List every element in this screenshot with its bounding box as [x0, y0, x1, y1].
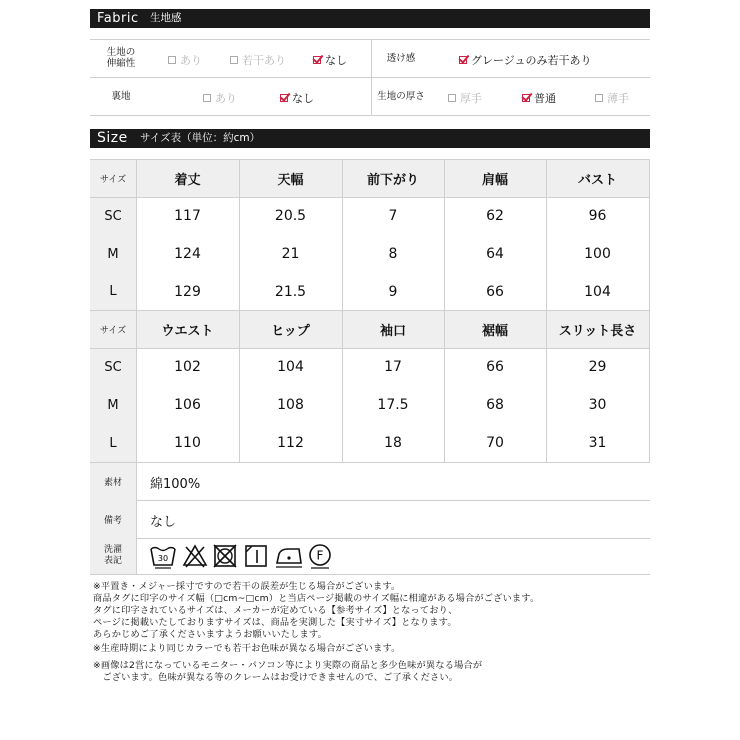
remarks-label: 備考 — [103, 515, 122, 526]
thickness-option-normal: 普通 — [522, 90, 556, 106]
svg-text:30: 30 — [157, 554, 169, 563]
table-cell: 29 — [588, 359, 607, 375]
note-line: ページに掲載いたしておりますサイズは、商品を実測した【実寸サイズ】となります。 — [93, 617, 457, 628]
stretch-label: 生地の 伸縮性 — [106, 47, 136, 69]
table-cell: 104 — [584, 283, 611, 300]
no-bleach-icon — [182, 543, 208, 569]
col-header-cuff: 袖口 — [379, 323, 406, 339]
col-header-hem: 裾幅 — [481, 323, 508, 339]
table-cell: 18 — [384, 435, 402, 451]
thickness-option-thin: 薄手 — [595, 90, 629, 106]
col-header-hip: ヒップ — [271, 323, 310, 339]
wash-30-icon — [149, 543, 177, 569]
table-cell: 100 — [584, 246, 611, 262]
size-subtitle: サイズ表（単位：約cm） — [140, 132, 261, 144]
col-header-bust: バスト — [577, 172, 617, 188]
size-corner-label: サイズ — [99, 174, 127, 185]
row-size-label: M — [107, 397, 119, 413]
table-cell: 117 — [174, 208, 201, 224]
checkbox-icon — [230, 56, 238, 64]
table-cell: 17.5 — [377, 397, 409, 413]
thickness-label: 生地の厚さ — [377, 90, 425, 102]
col-header-slit-length: スリット長さ — [558, 323, 637, 339]
table-cell: 20.5 — [274, 208, 307, 224]
table-cell: 129 — [174, 283, 201, 300]
lining-label: 裏地 — [111, 90, 131, 102]
col-header-front-drop: 前下がり — [366, 172, 419, 188]
table-cell: 31 — [588, 435, 607, 451]
table-cell: 70 — [486, 435, 504, 451]
checkbox-checked-icon — [522, 94, 530, 102]
note-line: ※画像は2営になっているモニター・パソコン等により実際の商品と多少色味が異なる場合が — [93, 660, 483, 671]
col-header-waist: ウエスト — [161, 323, 214, 339]
table-cell: 108 — [277, 397, 304, 413]
row-size-label: SC — [104, 208, 122, 224]
table-cell: 21.5 — [274, 283, 307, 300]
iron-low-icon — [274, 543, 304, 569]
table-cell: 66 — [486, 359, 504, 375]
material-label: 素材 — [103, 477, 122, 488]
size-corner-label: サイズ — [99, 325, 127, 336]
table-cell: 66 — [486, 283, 504, 300]
table-cell: 7 — [388, 208, 398, 224]
checkbox-checked-icon — [459, 56, 467, 64]
col-header-shoulder: 肩幅 — [481, 172, 508, 188]
table-cell: 104 — [277, 359, 304, 375]
checkbox-icon — [595, 94, 603, 102]
table-cell: 64 — [486, 246, 504, 262]
note-line: ※生産時期により同じカラーでも若干お色味が異なる場合がございます。 — [93, 643, 401, 654]
table-cell: 124 — [174, 246, 201, 262]
note-line: ございます。色味が異なる等のクレームはお受けできませんので、ご了承ください。 — [93, 672, 459, 683]
care-label: 洗濯 表記 — [103, 545, 122, 566]
note-line: 商品タグに印字のサイズ幅（□cm~□cm）と当店ページ掲載のサイズ幅に相違がある場合がございます。 — [93, 593, 540, 604]
stretch-option-none: なし — [313, 52, 347, 68]
dry-clean-f-icon — [307, 543, 333, 569]
thickness-option-thick: 厚手 — [448, 90, 482, 106]
checkbox-icon — [448, 94, 456, 102]
table-cell: 102 — [174, 359, 201, 375]
fabric-section-header — [90, 9, 650, 28]
note-line: あらかじめご了承くださいますようお願いいたします。 — [93, 629, 327, 640]
col-header-neck-width: 天幅 — [277, 172, 304, 188]
table-cell: 21 — [281, 246, 300, 262]
table-cell: 106 — [174, 397, 201, 413]
size-title: Size — [97, 130, 128, 146]
remarks-value: なし — [150, 515, 177, 530]
lining-option-none: なし — [280, 90, 314, 106]
stretch-option-slight: 若干あり — [230, 52, 286, 68]
sheer-label: 透け感 — [386, 52, 416, 64]
table-cell: 30 — [588, 397, 607, 413]
checkbox-checked-icon — [313, 56, 321, 64]
fabric-title: Fabric — [97, 11, 139, 26]
sheer-option: グレージュのみ若干あり — [459, 52, 592, 68]
table-cell: 62 — [486, 208, 504, 224]
line-dry-shade-icon — [243, 543, 269, 569]
checkbox-icon — [168, 56, 176, 64]
lining-option-yes: あり — [203, 90, 237, 106]
table-cell: 9 — [388, 283, 398, 300]
table-cell: 96 — [588, 208, 607, 224]
table-cell: 8 — [388, 246, 398, 262]
row-size-label: SC — [104, 359, 122, 375]
size-section-header — [90, 129, 650, 148]
col-header-length: 着丈 — [174, 172, 201, 188]
row-size-label: L — [109, 284, 117, 299]
note-line: タグに印字されているサイズは、メーカーが定めている【参考サイズ】となっており、 — [93, 605, 458, 616]
no-tumble-dry-icon — [212, 543, 238, 569]
fabric-subtitle: 生地感 — [150, 12, 182, 24]
table-cell: 17 — [384, 359, 402, 375]
table-cell: 112 — [277, 435, 304, 451]
material-value: 綿100% — [150, 477, 201, 492]
stretch-option-yes: あり — [168, 52, 202, 68]
svg-text:F: F — [316, 548, 324, 563]
table-cell: 110 — [174, 435, 201, 451]
checkbox-checked-icon — [280, 94, 288, 102]
note-line: ※平置き・メジャー採寸ですので若干の誤差が生じる場合がございます。 — [93, 581, 401, 592]
row-size-label: M — [107, 246, 119, 262]
table-cell: 68 — [486, 397, 504, 413]
checkbox-icon — [203, 94, 211, 102]
row-size-label: L — [109, 435, 117, 451]
